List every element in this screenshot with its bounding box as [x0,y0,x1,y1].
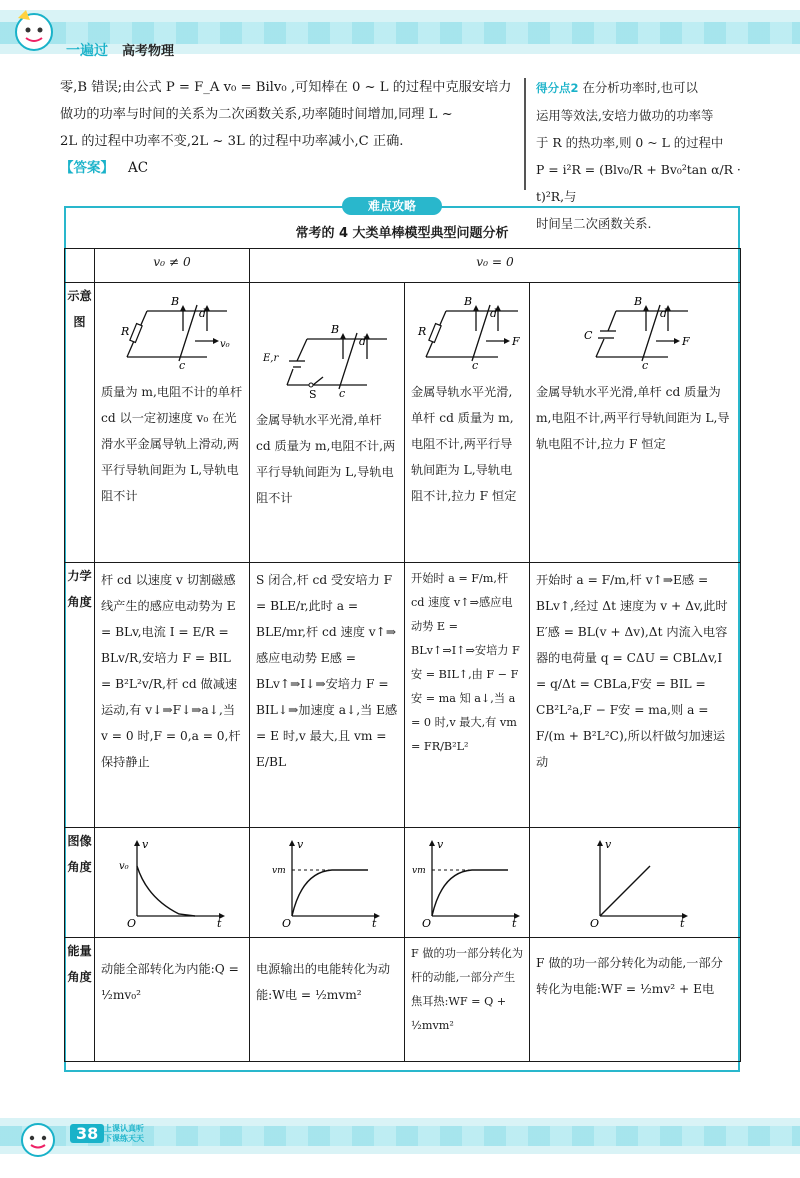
analysis-table [64,248,741,1062]
energy-cell [405,938,530,1062]
energy-cell [250,938,405,1062]
energy-text: F 做的功一部分转化为杆的动能,一部分产生焦耳热:WF = Q + ½mvm² [411,947,524,1032]
svg-text:B: B [463,295,472,308]
corner-cell [65,249,95,283]
circuit-battery-diagram [257,319,397,399]
graph-decay [117,836,227,928]
answer-line [60,156,148,176]
sidenote-line: 在分析功率时,也可以 [582,80,698,95]
svg-text:c: c [471,359,478,371]
circuit-capacitor-diagram [570,291,700,371]
energy-text: F 做的功一部分转化为动能,一部分转化为电能:WF = ½mv² + E电 [536,956,723,996]
table-title: 常考的 4 大类单棒模型典型问题分析 [295,226,509,241]
svg-text:c: c [179,359,186,371]
subject-title: 高考物理 [122,44,175,59]
sidenote-line: P = i²R = (Blv₀/R + Bv₀²tan α/R · t)²R,与 [536,162,741,204]
svg-text:S: S [309,388,317,399]
strategy-tab: 难点攻略 [342,197,442,215]
circuit-resistor-diagram [107,291,237,371]
mechanics-cell [405,563,530,828]
brand-title: 一遍过 [66,43,108,59]
answer-label: 【答案】 [60,160,114,176]
footer-slogan: 上课认真听 下课练天天 [104,1124,144,1143]
svg-text:B: B [171,295,180,308]
diagram-desc: 金属导轨水平光滑,单杆 cd 质量为 m,电阻不计,两平行导轨间距为 L,导轨电阻不计 [256,413,396,505]
energy-cell [95,938,250,1062]
svg-text:B: B [634,295,643,308]
energy-text: 电源输出的电能转化为动能:W电 = ½mvm² [256,962,391,1002]
svg-text:c: c [339,387,346,399]
diagram-desc: 金属导轨水平光滑,单杆 cd 质量为 m,电阻不计,两平行导轨间距为 L,导轨电阻不计,拉力 F 恒定 [411,385,517,503]
lead-paragraph [60,74,522,155]
label-R: R [121,325,130,338]
svg-text:O: O [590,917,600,928]
mechanics-cell [530,563,741,828]
diagram-row [65,283,741,563]
mechanics-text: 开始时 a = F/m,杆 cd 速度 v↑⇒感应电动势 E = BLv↑⇒I↑⇒安培力 F安 = BIL↑,由 F − F安 = ma 知 a↓,当 a = 0 时,v 最大,有 vm = FR/B²L² [411,572,520,753]
row-head-energy: 能量角度 [65,938,95,1062]
diagram-cell [95,283,250,563]
svg-text:v₀: v₀ [220,339,230,350]
row-head-mechanics: 力学角度 [65,563,95,828]
header-stripe [0,22,800,44]
mechanics-cell [95,563,250,828]
svg-text:E,r: E,r [263,353,279,364]
graph-linear [580,836,690,928]
svg-text:t: t [217,917,222,928]
svg-text:d: d [660,307,668,320]
svg-text:F: F [682,335,690,348]
circuit-force-diagram [410,291,525,371]
svg-text:C: C [584,329,593,342]
row-head-diagram: 示意图 [65,283,95,563]
svg-text:v: v [437,838,444,851]
page-number: 38 [70,1124,104,1143]
mechanics-row [65,563,741,828]
svg-text:B: B [331,323,340,336]
svg-text:R: R [417,325,426,338]
graph-cell [405,828,530,938]
mechanics-text: S 闭合,杆 cd 受安培力 F = BLE/r,此时 a = BLE/mr,杆 cd 速度 v↑⇒感应电动势 E感 = BLv↑⇒I↓⇒安培力 F = BIL↓⇒加速度 a↓,当 E感 = E 时,v 最大,且 vm = E/BL [256,573,398,769]
sidenote-line: 运用等效法,安培力做功的功率等 [536,108,714,123]
table-header-row [65,249,741,283]
sidenote-line: 于 R 的热功率,则 0 ~ L 的过程中 [536,135,724,150]
energy-text: 动能全部转化为内能:Q = ½mv₀² [101,962,239,1002]
graph-cell [250,828,405,938]
diagram-desc: 金属导轨水平光滑,单杆 cd 质量为 m,电阻不计,两平行导轨间距为 L,导轨电阻不计,拉力 F 恒定 [536,385,730,451]
diagram-cell [530,283,741,563]
sidenote-tag: 得分点2 [536,81,579,95]
svg-text:d: d [199,307,207,320]
energy-row [65,938,741,1062]
svg-text:v: v [142,838,149,851]
svg-text:F: F [511,335,520,348]
graph-cell [530,828,741,938]
graph-row [65,828,741,938]
svg-text:O: O [127,917,137,928]
svg-text:c: c [642,359,649,371]
svg-text:O: O [422,917,432,928]
graph-cell [95,828,250,938]
mechanics-text: 杆 cd 以速度 v 切割磁感线产生的感应电动势为 E = BLv,电流 I = E/R = BLv/R,安培力 F = BIL = B²L²v/R,杆 cd 做减速运动,有 v↓⇒F↓⇒a↓,当 v = 0 时,F = 0,a = 0,杆保持静止 [101,573,241,769]
graph-saturate-force [412,836,522,928]
energy-cell [530,938,741,1062]
lead-line: 做功的功率与时间的关系为二次函数关系,功率随时间增加,同理 L ~ [60,107,453,122]
lead-line: 零,B 错误;由公式 P = F_A v₀ = Bilv₀ ,可知棒在 0 ~ L 的过程中克服安培力 [60,80,512,95]
svg-text:d: d [489,307,497,320]
mechanics-text: 开始时 a = F/m,杆 v↑⇒E感 = BLv↑,经过 Δt 速度为 v + Δv,此时 E′感 = BL(v + Δv),Δt 内流入电容器的电荷量 q = CΔU = CBLΔv,I = q/Δt = CBLa,F安 = BIL = CB²L²a,F − F安 = ma,则 a = F/(m + B²L²C),所以杆做匀加速运动 [536,573,728,769]
sidenote-bar [524,78,526,190]
svg-text:t: t [372,917,377,928]
answer-value: AC [128,160,149,176]
sidenote-line: 时间呈二次函数关系. [536,216,652,231]
svg-text:v: v [605,838,612,851]
svg-text:d: d [359,335,367,348]
svg-text:O: O [282,917,292,928]
svg-text:t: t [512,917,517,928]
diagram-desc: 质量为 m,电阻不计的单杆 cd 以一定初速度 v₀ 在光滑水平金属导轨上滑动,两平行导轨间距为 L,导轨电阻不计 [101,385,243,503]
svg-text:vm: vm [412,866,426,876]
row-head-graph: 图像角度 [65,828,95,938]
svg-text:vm: vm [272,866,286,876]
lead-line: 2L 的过程中功率不变,2L ~ 3L 的过程中功率减小,C 正确. [60,134,404,149]
mascot-icon [8,6,64,58]
graph-saturate-battery [272,836,382,928]
mechanics-cell [250,563,405,828]
diagram-cell [405,283,530,563]
svg-text:v₀: v₀ [119,861,129,872]
svg-text:t: t [680,917,685,928]
svg-text:v: v [297,838,304,851]
col-head-v0-zero: v₀ = 0 [250,249,741,283]
col-head-v0-nonzero: v₀ ≠ 0 [95,249,250,283]
footer-mascot-icon [10,1112,68,1164]
diagram-cell [250,283,405,563]
